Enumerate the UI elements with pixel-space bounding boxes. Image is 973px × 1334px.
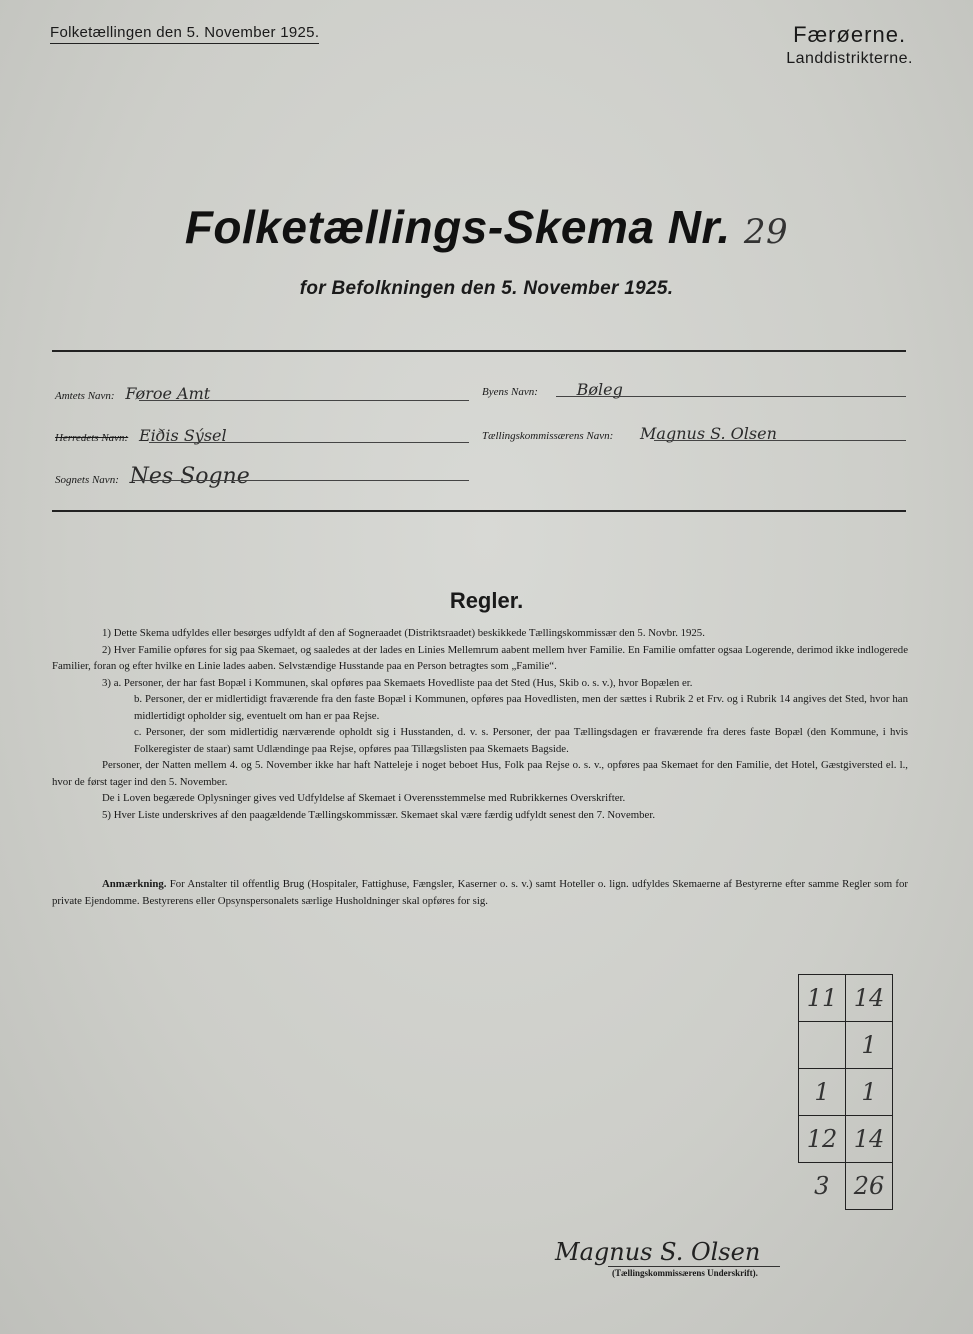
tally-total-a: 3: [814, 1172, 830, 1201]
rule-5: 5) Hver Liste underskrives af den paagældende Tællingskommissær. Skemaet skal være færdig udfyldt senest den 7. November.: [102, 808, 656, 821]
note: [52, 876, 908, 910]
rule-3b: b. Personer, der er midlertidigt fraværende fra den faste Bopæl i Kommunen, opføres paa Hovedlisten, men der sættes i Rubrik 2 et Frv. og i Rubrik 14 angives det Sted, hvor han midlertidigt opholder sig, eventuelt om han er paa Rejse.: [134, 693, 908, 722]
field-by-value: Bøleg: [576, 380, 623, 399]
tally-row: [799, 1069, 893, 1116]
field-herred-label: Herredets Navn:: [55, 432, 129, 444]
field-amt-value: Føroe Amt: [125, 384, 211, 403]
census-header-left: Folketællingen den 5. November 1925.: [50, 24, 319, 44]
tally-total-row: [799, 1163, 893, 1210]
region-subtitle: Landdistrikterne.: [786, 50, 913, 67]
region-header: [786, 22, 913, 68]
field-by-label: Byens Navn:: [482, 386, 538, 398]
field-sogn-value: Nes Sogne: [129, 464, 250, 489]
field-herred-value: Eiðis Sýsel: [138, 426, 227, 445]
tally-cell: 12: [799, 1116, 846, 1163]
form-number: 29: [743, 212, 789, 252]
field-kommissaer-value: Magnus S. Olsen: [640, 424, 777, 443]
signature-line: [608, 1266, 780, 1267]
rule-1: 1) Dette Skema udfyldes eller besørges udfyldt af den af Sogneraadet (Distriktsraadet) beskikkede Tællingskommissær den 5. Novbr. 1925.: [102, 627, 705, 639]
tally-total-b: 26: [846, 1163, 893, 1210]
form-title: [0, 200, 973, 254]
form-title-text: Folketællings-Skema Nr.: [184, 201, 731, 253]
field-kommissaer-label: Tællingskommissærens Navn:: [482, 430, 614, 442]
tally-row: [799, 1022, 893, 1069]
tally-cell: 11: [799, 975, 846, 1022]
rule-3c: c. Personer, der som midlertidig nærværende opholdt sig i Husstanden, d. v. s. Personer, der paa Tællingsdagen er fraværende fra deres faste Bopæl (den Kommune, i hvis Folkeregister de staar) samt Udlændinge paa Rejse, opføres paa Tillægslisten paa Skemaets Bagside.: [134, 726, 908, 755]
rules-heading: Regler.: [449, 588, 524, 613]
tally-cell: [799, 1022, 846, 1069]
signature: Magnus S. Olsen: [555, 1238, 761, 1266]
field-kommissaer: [482, 424, 777, 443]
tally-row: [799, 975, 893, 1022]
note-label: Anmærkning.: [102, 878, 167, 890]
tally-cell: 1: [846, 1022, 893, 1069]
rule-4b: De i Loven begærede Oplysninger gives ved Udfyldelse af Skemaet i Overensstemmelse med Rubrikkernes Overskrifter.: [102, 792, 626, 804]
field-herred: [55, 426, 227, 445]
field-amt-label: Amtets Navn:: [55, 390, 115, 402]
form-subtitle: for Befolkningen den 5. November 1925.: [299, 278, 674, 299]
rules-list: [52, 625, 908, 823]
rule-2: 2) Hver Familie opføres for sig paa Skemaet, og saaledes at der lades en Linies Mellemrum aabent mellem hver Familie. En Familie omfatter ogsaa Logerende, derimod ikke indlogerede Familier, foran og efter hvilke en Linie lades aaben. Selvstændige Husstande paa en Person betragtes som „Familie“.: [52, 643, 908, 672]
tally-cell: 1: [799, 1069, 846, 1116]
top-divider: [52, 350, 906, 352]
tally-cell: 1: [846, 1069, 893, 1116]
tally-cell: 14: [846, 1116, 893, 1163]
signature-caption: (Tællingskommissærens Underskrift).: [612, 1268, 758, 1278]
rule-4: Personer, der Natten mellem 4. og 5. November ikke har haft Natteleje i noget beboet Hus, Folk paa Rejse o. s. v., opføres paa Skemaet for den Familie, det Hotel, Gæstgiversted el. l., hvor de først tager ind den 5. November.: [52, 759, 908, 788]
tally-table: [798, 974, 893, 1210]
field-sogn: [55, 464, 250, 489]
tally-cell: 14: [846, 975, 893, 1022]
region-title: Færøerne.: [793, 22, 907, 47]
note-text: For Anstalter til offentlig Brug (Hospitaler, Fattighuse, Fængsler, Kaserner o. s. v.) samt Hoteller o. lign. udfyldes Skemaerne af Bestyrerne efter samme Regler som for private Ejendomme. Bestyrerens eller Opsynspersonalets særlige Husholdninger skal opføres for sig.: [52, 878, 908, 907]
field-sogn-label: Sognets Navn:: [55, 474, 119, 486]
rule-3a: 3) a. Personer, der har fast Bopæl i Kommunen, skal opføres paa Skemaets Hovedliste paa det Sted (Hus, Skib o. s. v.), hvor Bopælen er.: [102, 676, 693, 689]
bottom-divider: [52, 510, 906, 512]
tally-row: [799, 1116, 893, 1163]
field-amt: [55, 384, 210, 403]
field-by: [482, 380, 623, 399]
